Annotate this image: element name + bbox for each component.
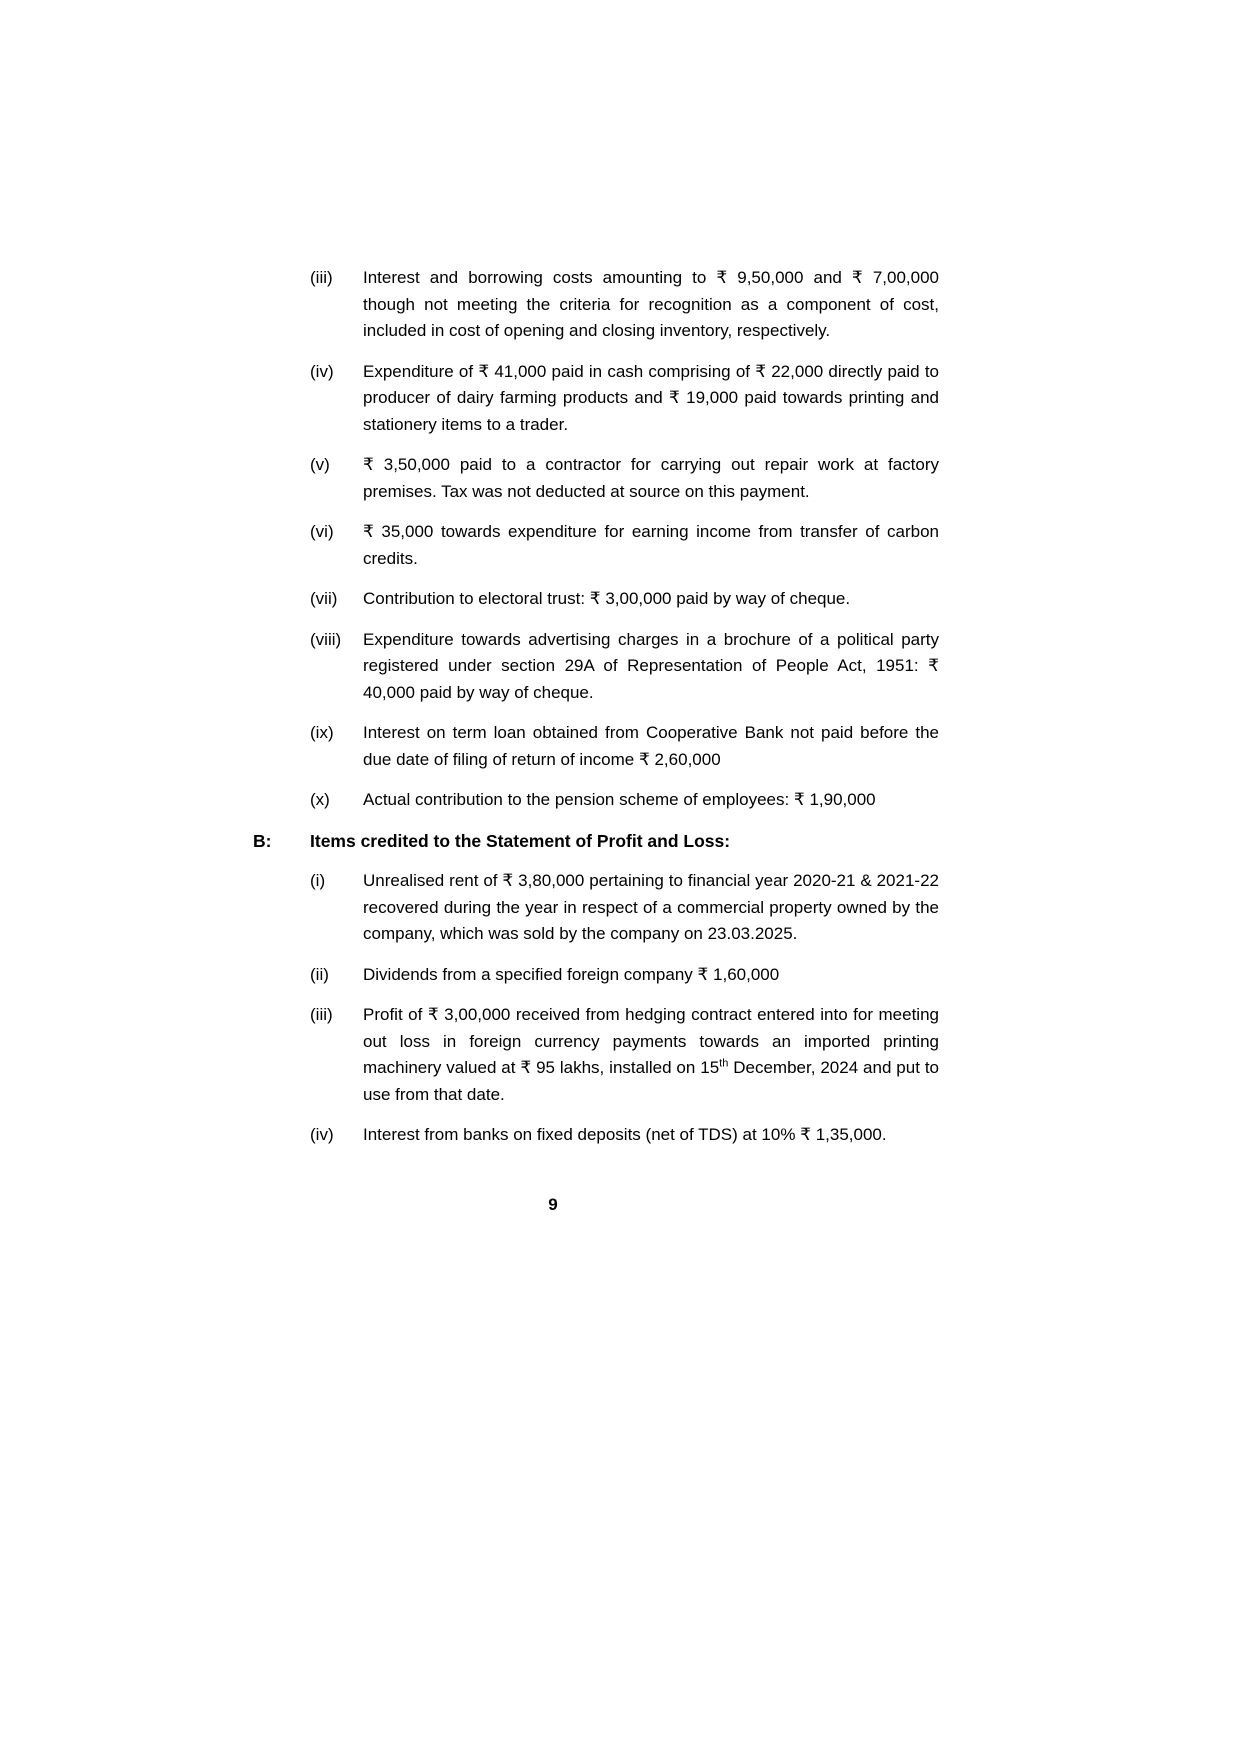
list-item-number: (iii)	[310, 268, 333, 287]
list-item	[310, 359, 1241, 439]
list-item-text: Interest and borrowing costs amounting to ₹ 9,50,000 and ₹ 7,00,000 though not meeting the criteria for recognition as a component of cost, included in cost of opening and closing inventory, respectively.	[363, 268, 939, 340]
list-item-text: Contribution to electoral trust: ₹ 3,00,000 paid by way of cheque.	[363, 589, 851, 608]
list-item-text: Interest from banks on fixed deposits (net of TDS) at 10% ₹ 1,35,000.	[363, 1125, 887, 1144]
section-b-heading: Items credited to the Statement of Profit and Loss:	[310, 830, 731, 851]
list-item	[310, 265, 1241, 345]
list-item-number: (i)	[310, 871, 326, 890]
list-item-text: Interest on term loan obtained from Cooperative Bank not paid before the due date of filing of return of income ₹ 2,60,000	[363, 723, 939, 769]
page-number: 9	[548, 1194, 558, 1214]
list-item	[310, 720, 1241, 773]
list-item	[310, 1122, 1241, 1149]
ordinal-superscript: th	[719, 1057, 729, 1070]
list-item	[310, 452, 1241, 505]
list-item	[310, 519, 1241, 572]
list-item-text-pre: Profit of ₹ 3,00,000 received from hedging contract entered into for meeting out loss in foreign currency payments towards an imported printing machinery valued at ₹ 95 lakhs, installed on 15	[363, 1005, 939, 1077]
list-item	[310, 586, 1241, 613]
list-item	[310, 962, 1241, 989]
list-item-text: Unrealised rent of ₹ 3,80,000 pertaining to financial year 2020-21 & 2021-22 recovered during the year in respect of a commercial property owned by the company, which was sold by the company on 23.03.2025.	[363, 871, 939, 943]
list-item	[310, 627, 1241, 707]
list-item-number: (iii)	[310, 1005, 333, 1024]
list-item-text	[363, 1002, 939, 1108]
list-item-number: (iv)	[310, 1125, 334, 1144]
list-item	[310, 787, 1241, 814]
list-item-text-post: December, 2024 and put to use from that date.	[363, 1058, 939, 1104]
list-item	[310, 868, 1241, 948]
list-item-number: (vi)	[310, 522, 334, 541]
list-item-number: (x)	[310, 790, 330, 809]
list-item-number: (ii)	[310, 964, 329, 984]
list-item-number: (viii)	[310, 629, 342, 649]
list-item-text: Expenditure towards advertising charges in a brochure of a political party registered under section 29A of Representation of People Act, 1951: ₹ 40,000 paid by way of cheque.	[363, 629, 939, 702]
list-item-number: (ix)	[310, 723, 334, 742]
list-item	[310, 1002, 1241, 1108]
list-item-text: Dividends from a specified foreign company ₹ 1,60,000	[363, 964, 780, 984]
list-item-number: (iv)	[310, 361, 334, 381]
list-item-number: (v)	[310, 455, 330, 474]
list-item-text: Actual contribution to the pension scheme of employees: ₹ 1,90,000	[363, 790, 876, 809]
list-item-number: (vii)	[310, 589, 338, 608]
list-item-text: ₹ 3,50,000 paid to a contractor for carrying out repair work at factory premises. Tax was not deducted at source on this payment.	[363, 455, 939, 501]
list-item-text: Expenditure of ₹ 41,000 paid in cash comprising of ₹ 22,000 directly paid to producer of dairy farming products and ₹ 19,000 paid towards printing and stationery items to a trader.	[363, 361, 939, 434]
section-b-heading-row	[253, 828, 1241, 855]
list-item-text: ₹ 35,000 towards expenditure for earning income from transfer of carbon credits.	[363, 522, 939, 568]
section-b-label: B:	[253, 830, 272, 851]
